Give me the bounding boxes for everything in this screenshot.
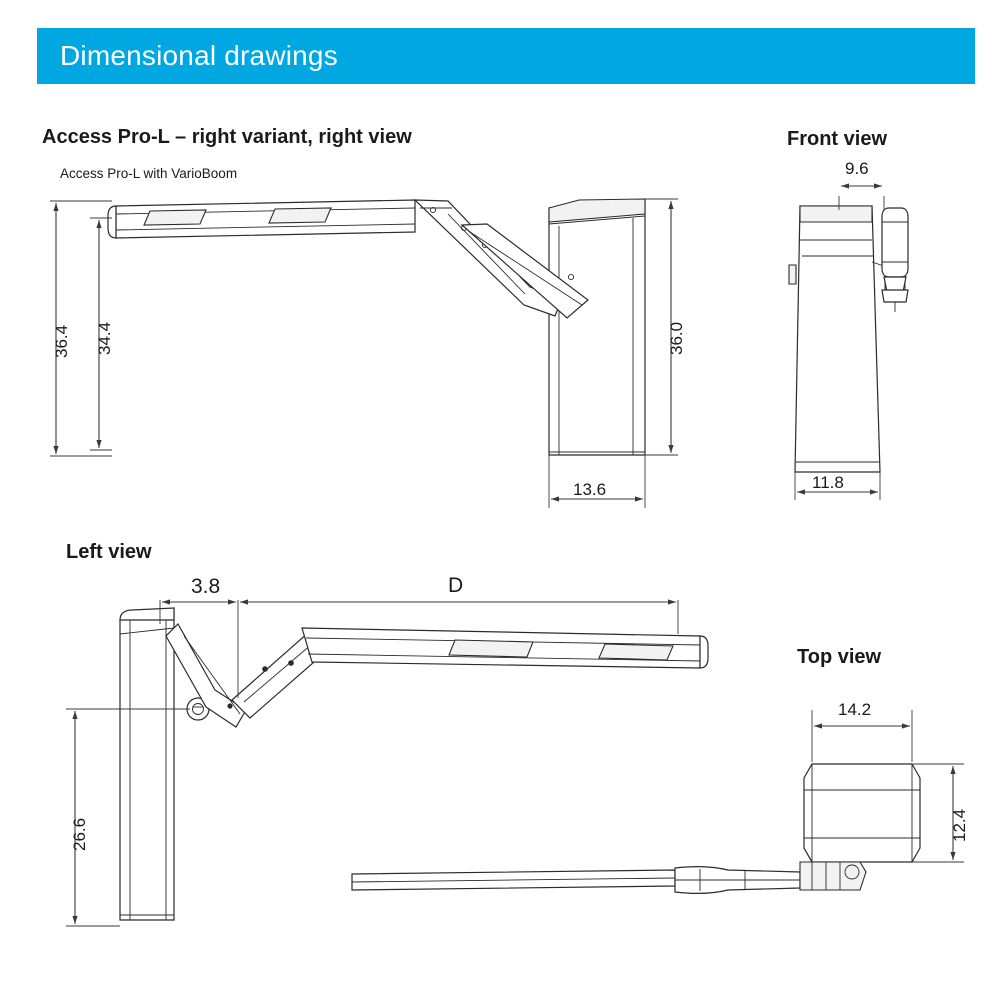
dim-boom-length: D	[448, 574, 464, 597]
dim-boom-height: 34.4	[95, 321, 114, 355]
dim-base-depth: 13.6	[573, 480, 607, 499]
top-view-drawing	[352, 710, 964, 893]
front-view-drawing	[789, 186, 908, 500]
dim-cabinet-base-width: 11.8	[812, 473, 844, 492]
left-view-caption: Left view	[66, 541, 152, 563]
dim-overall-height: 36.4	[52, 324, 71, 358]
left-view-drawing	[66, 600, 708, 926]
dim-cabinet-top-width: 9.6	[845, 159, 869, 178]
main-view-caption: Access Pro-L – right variant, right view	[42, 126, 412, 148]
dim-pivot-height: 26.6	[70, 817, 89, 851]
dim-cabinet-depth: 12.4	[950, 808, 969, 842]
page-title: Dimensional drawings	[60, 40, 338, 71]
top-view-caption: Top view	[797, 646, 882, 668]
front-view-caption: Front view	[787, 128, 888, 150]
dim-boom-offset: 3.8	[191, 575, 221, 598]
main-view-subcaption: Access Pro-L with VarioBoom	[60, 166, 238, 181]
dim-cabinet-width: 14.2	[838, 700, 872, 719]
main-view-drawing	[50, 199, 678, 508]
dim-post-height: 36.0	[667, 321, 686, 355]
